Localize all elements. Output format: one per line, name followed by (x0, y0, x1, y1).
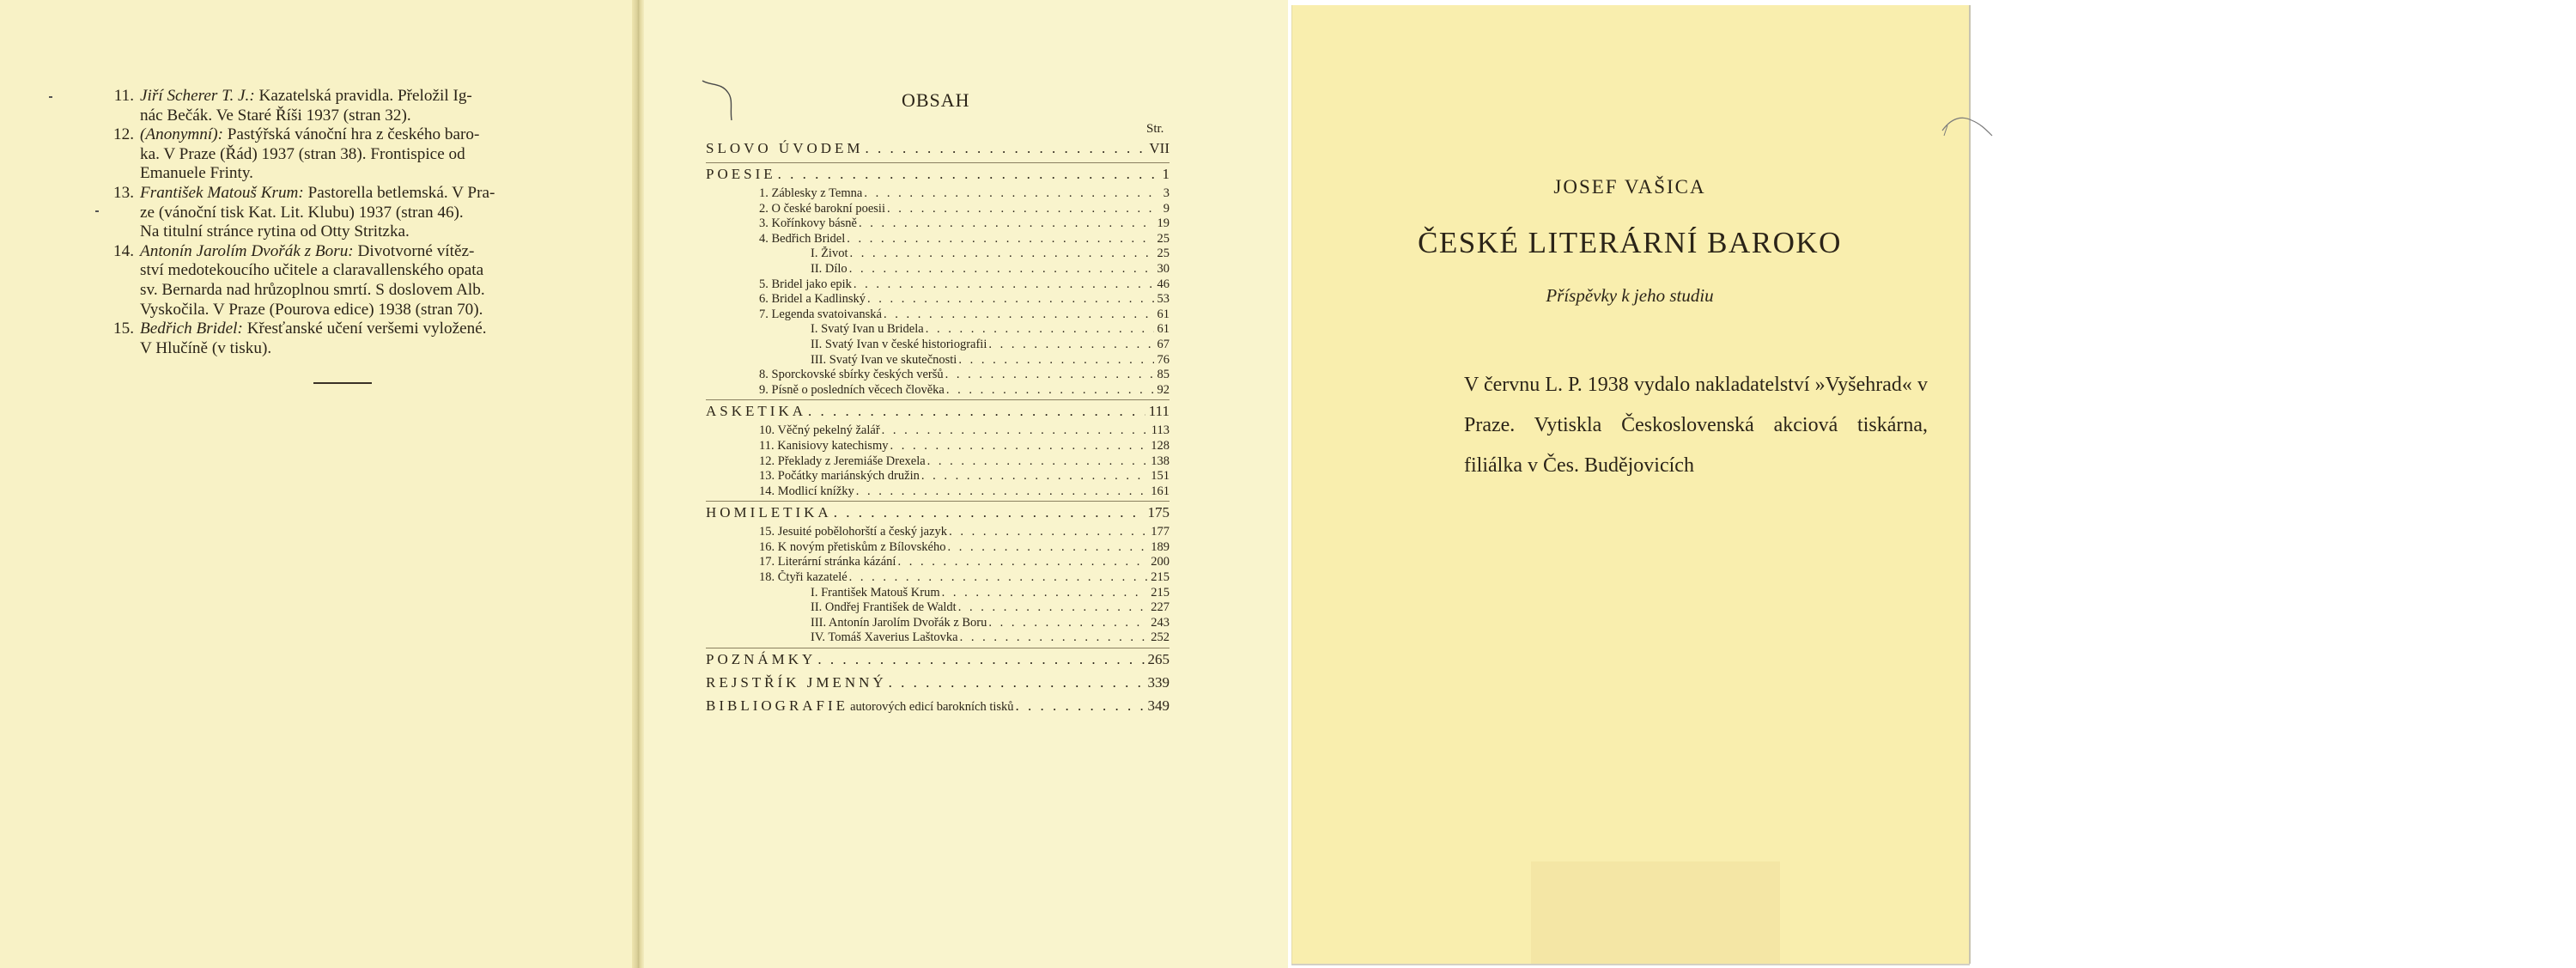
toc-page-number: 9 (1163, 201, 1170, 216)
toc-entry-title: IV. Tomáš Xaverius Laštovka (811, 630, 958, 645)
toc-page-number: 61 (1157, 322, 1170, 337)
toc-entry-title: 4. Bedřich Bridel (759, 231, 846, 246)
toc-entry (706, 586, 1170, 601)
book-entry (110, 242, 578, 320)
dot-leader (889, 674, 1145, 691)
toc-page-number: 265 (1147, 651, 1170, 668)
toc-page-number: 252 (1151, 630, 1170, 645)
toc-entry-title: BIBLIOGRAFIE (706, 697, 849, 715)
dot-leader (834, 504, 1145, 521)
book-entry (110, 320, 578, 358)
toc-entry (706, 454, 1170, 470)
toc-entry (706, 469, 1170, 484)
toc-page-number: 215 (1151, 585, 1170, 600)
toc-entry (706, 616, 1170, 631)
dot-leader (884, 307, 1154, 322)
toc-entry-title: I. Svatý Ivan u Bridela (811, 322, 924, 337)
toc-entry (706, 216, 1170, 232)
toc-entry-title: 12. Překlady z Jeremiáše Drexela (759, 454, 926, 468)
toc-page-number: 349 (1147, 697, 1170, 715)
toc-divider (706, 399, 1170, 400)
toc-entry-title: I. Život (811, 247, 848, 261)
toc-divider (706, 501, 1170, 502)
toc-page-number: 113 (1151, 423, 1170, 438)
toc-page-number: 227 (1151, 600, 1170, 615)
book-title: ČESKÉ LITERÁRNÍ BAROKO (1418, 226, 1842, 259)
toc-page-number: 19 (1157, 216, 1170, 231)
toc-page-number: 25 (1157, 247, 1170, 261)
entry-number: 12. (113, 125, 134, 144)
dot-leader (847, 232, 1153, 247)
toc-section (706, 674, 1170, 695)
toc-entry-title: 15. Jesuité pobělohorští a český jazyk (759, 525, 948, 539)
dot-leader (867, 292, 1153, 307)
toc-entry-title: 3. Kořínkovy básně (759, 216, 857, 231)
toc-entry-title: III. Svatý Ivan ve skutečnosti (811, 352, 957, 367)
entry-text-line: nác Bečák. Ve Staré Říši 1937 (stran 32). (140, 106, 411, 125)
toc-page-number: 53 (1157, 292, 1170, 307)
toc-entry (706, 353, 1170, 368)
dot-leader (949, 525, 1147, 539)
toc-entry-title: 9. Písně o posledních věcech člověka (759, 382, 945, 397)
toc-section (706, 504, 1170, 525)
toc-page-number: VII (1149, 140, 1170, 156)
toc-entry (706, 186, 1170, 202)
toc-entry-title: 7. Legenda svatoivanská (759, 307, 882, 321)
page-column-header: Str. (1146, 122, 1164, 136)
dot-leader (960, 630, 1148, 645)
toc-entry (706, 322, 1170, 338)
toc-page-number: 151 (1151, 469, 1170, 484)
paper-shade (1531, 861, 1780, 965)
pencil-mark (1939, 110, 2008, 144)
toc-entry (706, 555, 1170, 570)
author-name: JOSEF VAŠICA (1553, 176, 1706, 198)
toc-entry-title: II. Svatý Ivan v české historiografii (811, 337, 987, 351)
toc-page-number: 85 (1157, 368, 1170, 382)
toc-entry-title: SLOVO ÚVODEM (706, 140, 864, 156)
toc-entry-title: 17. Literární stránka kázání (759, 555, 896, 569)
dot-leader (817, 651, 1144, 668)
dot-leader (854, 277, 1154, 292)
toc-page-number: 92 (1157, 382, 1170, 397)
entry-text: Kazatelská pravidla. Přeložil Ig- (258, 87, 472, 105)
entry-text-line: ze (vánoční tisk Kat. Lit. Klubu) 1937 (stran 46). (140, 203, 464, 222)
toc-section (706, 697, 1170, 718)
toc-page-number: 189 (1151, 539, 1170, 554)
entry-text: Divotvorné vítěz- (357, 241, 475, 260)
book-gutter (632, 0, 644, 968)
toc-entry-title: II. Dílo (811, 261, 848, 276)
toc-page-number: 46 (1157, 277, 1170, 291)
toc-page-number: 67 (1157, 337, 1170, 351)
dot-leader (850, 247, 1154, 261)
entry-text-line: V Hlučíně (v tisku). (140, 338, 272, 357)
toc-page-number: 161 (1151, 484, 1170, 498)
toc-entry (706, 247, 1170, 262)
book-entry (110, 87, 578, 125)
toc-page-number: 76 (1157, 352, 1170, 367)
entry-author: František Matouš Krum: (140, 183, 304, 202)
entry-text-line: ka. V Praze (Řád) 1937 (stran 38). Frontispice od (140, 144, 465, 163)
entry-text-line: sv. Bernarda nad hrůzoplnou smrtí. S doslovem Alb. (140, 280, 485, 299)
dot-leader (927, 454, 1148, 469)
margin-mark (95, 210, 99, 212)
dot-leader (849, 570, 1148, 585)
toc-section (706, 651, 1170, 672)
dot-leader (882, 423, 1148, 438)
book-entry (110, 184, 578, 242)
toc-entry (706, 423, 1170, 439)
entry-author: (Anonymní): (140, 125, 223, 144)
toc-page-number: 30 (1157, 261, 1170, 276)
entry-text: Křesťanské učení veršemi vyložené. (246, 320, 487, 338)
dot-leader (866, 140, 1146, 157)
toc-entry (706, 439, 1170, 454)
toc-entry-title: ASKETIKA (706, 403, 806, 420)
toc-entry-title: 10. Věčný pekelný žalář (759, 423, 880, 438)
colophon: V červnu L. P. 1938 vydalo nakladatelství »Vyšehrad« v Praze. Vytiskla Československá akciová tiskárna, filiálka v Čes. Budějovicích (1464, 374, 1928, 477)
toc-entry (706, 540, 1170, 556)
toc-page-number: 1 (1162, 166, 1170, 182)
toc-entry (706, 277, 1170, 293)
entry-text: Pastýřská vánoční hra z českého baro- (227, 125, 480, 144)
entry-text-line: Vyskočila. V Praze (Pourova edice) 1938 (stran 70). (140, 300, 483, 319)
toc-page-number: 138 (1151, 454, 1170, 468)
toc-entry-title: 14. Modlicí knížky (759, 484, 854, 498)
entry-text-line: Emanuele Frinty. (140, 164, 253, 183)
dot-leader (921, 469, 1147, 484)
dot-leader (958, 353, 1153, 368)
toc-page-number: 25 (1157, 231, 1170, 246)
dot-leader (988, 616, 1147, 630)
toc-entry (706, 292, 1170, 307)
toc-entry (706, 600, 1170, 616)
dot-leader (808, 403, 1145, 420)
toc-entry-title: 1. Záblesky z Temna (759, 186, 863, 200)
toc-page-number: 243 (1151, 615, 1170, 630)
dot-leader (856, 484, 1147, 499)
margin-mark (49, 96, 52, 98)
toc-section (706, 140, 1170, 161)
dot-leader (859, 216, 1154, 231)
entry-text-line: Na titulní stránce rytina od Otty Stritzka. (140, 222, 410, 241)
dot-leader (942, 586, 1148, 600)
toc-section (706, 166, 1170, 186)
toc-page-number: 61 (1157, 307, 1170, 321)
book-list (110, 87, 578, 358)
toc-entry-title: HOMILETIKA (706, 504, 832, 521)
toc-entry-title: III. Antonín Jarolím Dvořák z Boru (811, 615, 987, 630)
toc-entry (706, 262, 1170, 277)
toc-entry-title: REJSTŘÍK JMENNÝ (706, 674, 887, 691)
toc-entry (706, 525, 1170, 540)
closing-rule (313, 382, 372, 384)
toc-section (706, 403, 1170, 423)
dot-leader (948, 540, 1148, 555)
toc-entry (706, 368, 1170, 383)
entry-text: Pastorella betlemská. V Pra- (307, 183, 495, 202)
toc-page-number: 111 (1148, 403, 1170, 420)
toc-entry (706, 570, 1170, 586)
page-edge (1291, 964, 1970, 965)
toc-entry-title: 2. O české barokní poesii (759, 201, 885, 216)
toc-entry-title: I. František Matouš Krum (811, 585, 940, 600)
dot-leader (890, 439, 1147, 454)
entry-text-line: ství medotekoucího učitele a claravallenského opata (140, 261, 484, 280)
entry-author: Antonín Jarolím Dvořák z Boru: (140, 241, 354, 260)
toc-entry (706, 630, 1170, 646)
entry-number: 15. (113, 320, 134, 338)
book-entry (110, 125, 578, 184)
pencil-mark (696, 74, 747, 125)
toc-divider (706, 162, 1170, 163)
entry-number: 14. (113, 241, 134, 260)
toc-entry (706, 202, 1170, 217)
entry-number: 11. (113, 87, 134, 105)
toc-entry-title: II. Ondřej František de Waldt (811, 600, 957, 615)
dot-leader (988, 338, 1153, 352)
toc-entry-title: 5. Bridel jako epik (759, 277, 852, 291)
toc-entry (706, 338, 1170, 353)
toc-entry-title: 13. Počátky mariánských družin (759, 469, 920, 484)
toc-entry-title: 16. K novým přetiskům z Bílovského (759, 539, 946, 554)
toc-page-number: 200 (1151, 555, 1170, 569)
table-of-contents (706, 137, 1170, 718)
dot-leader (946, 383, 1154, 398)
dot-leader (926, 322, 1154, 337)
dot-leader (1016, 697, 1145, 715)
toc-entry-title: 18. Čtyři kazatelé (759, 570, 848, 585)
toc-entry-title: 6. Bridel a Kadlinský (759, 292, 866, 307)
toc-entry (706, 383, 1170, 399)
dot-leader (887, 202, 1160, 216)
toc-page-number: 215 (1151, 570, 1170, 585)
toc-entry-title: POESIE (706, 166, 776, 182)
toc-page-number: 339 (1147, 674, 1170, 691)
entry-author: Jiří Scherer T. J.: (140, 87, 255, 105)
entry-author: Bedřich Bridel: (140, 320, 243, 338)
toc-entry (706, 232, 1170, 247)
toc-entry-title: 8. Sporckovské sbírky českých veršů (759, 368, 944, 382)
toc-entry-title: POZNÁMKY (706, 651, 817, 668)
toc-entry (706, 484, 1170, 500)
toc-entry-extra: autorových edicí barokních tisků (850, 700, 1014, 715)
entry-number: 13. (113, 183, 134, 202)
toc-page-number: 128 (1151, 438, 1170, 453)
dot-leader (958, 600, 1148, 615)
dot-leader (864, 186, 1159, 201)
dot-leader (945, 368, 1154, 382)
toc-entry-title: 11. Kanisiovy katechismy (759, 438, 889, 453)
toc-page-number: 177 (1151, 525, 1170, 539)
book-subtitle: Příspěvky k jeho studiu (1546, 285, 1714, 306)
dot-leader (778, 166, 1159, 183)
dot-leader (897, 555, 1147, 569)
toc-entry (706, 307, 1170, 323)
toc-page-number: 175 (1147, 504, 1170, 521)
contents-heading: OBSAH (902, 89, 970, 111)
dot-leader (849, 262, 1154, 277)
toc-page-number: 3 (1163, 186, 1170, 200)
